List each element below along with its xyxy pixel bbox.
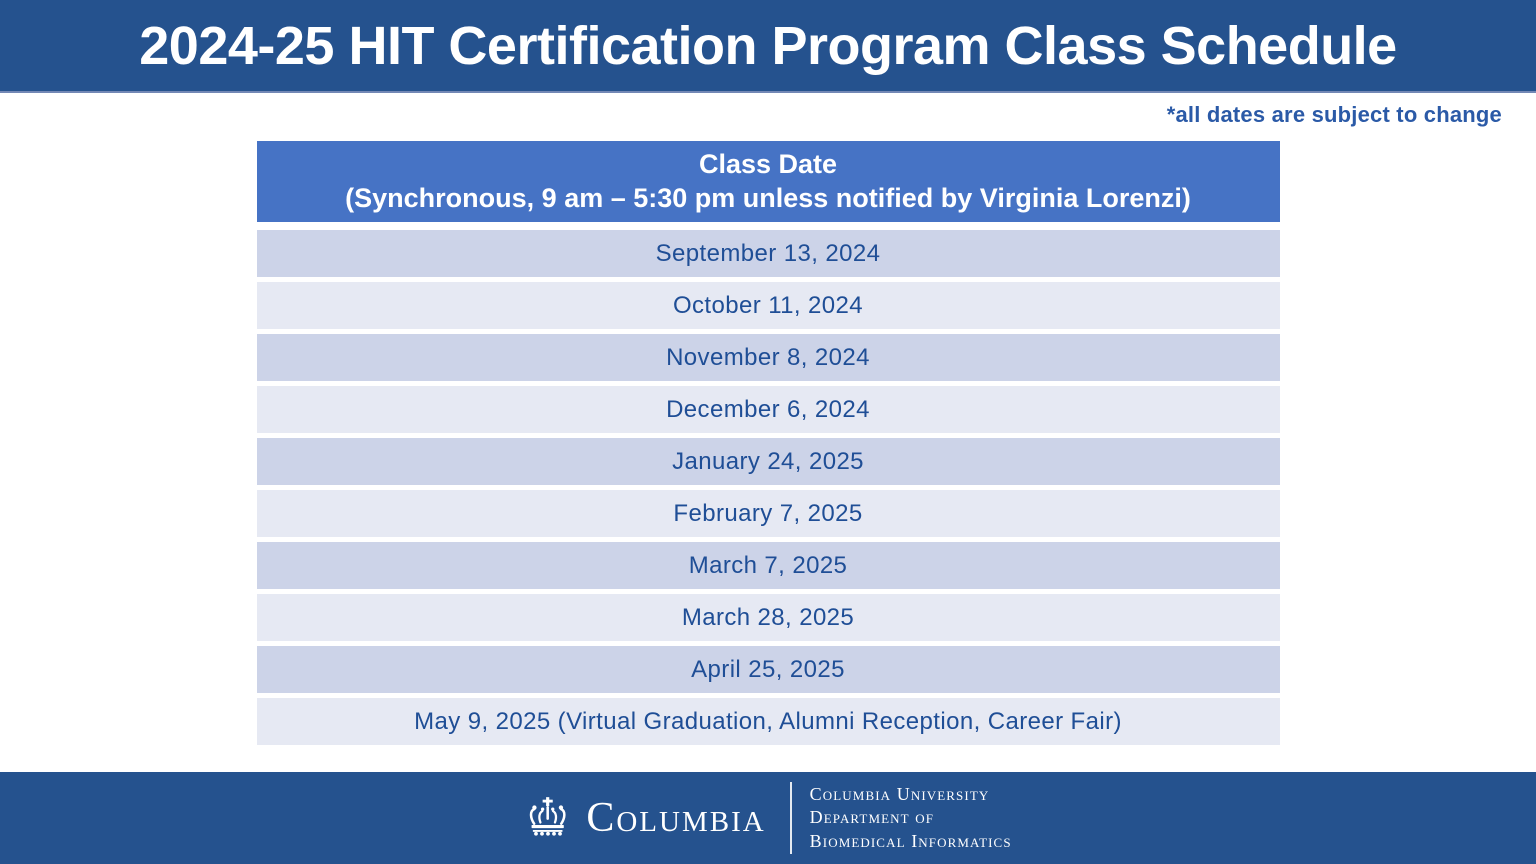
table-row: March 7, 2025 xyxy=(257,542,1280,589)
table-header xyxy=(257,141,1280,222)
columbia-brand-lockup xyxy=(524,782,1011,854)
table-row: March 28, 2025 xyxy=(257,594,1280,641)
department-line: Columbia University xyxy=(809,784,990,805)
table-row: January 24, 2025 xyxy=(257,438,1280,485)
table-header-title: Class Date xyxy=(698,149,838,179)
page-title: 2024-25 HIT Certification Program Class Schedule xyxy=(139,15,1397,76)
table-body xyxy=(257,230,1280,745)
footer-divider xyxy=(790,782,792,854)
table-row: November 8, 2024 xyxy=(257,334,1280,381)
table-row: September 13, 2024 xyxy=(257,230,1280,277)
table-row: December 6, 2024 xyxy=(257,386,1280,433)
dates-subject-to-change-note: *all dates are subject to change xyxy=(1166,102,1502,127)
table-row: April 25, 2025 xyxy=(257,646,1280,693)
department-line: Department of xyxy=(809,807,935,828)
department-lockup xyxy=(810,783,1012,852)
class-schedule-table xyxy=(257,141,1280,745)
columbia-crown-icon xyxy=(524,791,572,845)
table-row: October 11, 2024 xyxy=(257,282,1280,329)
title-banner xyxy=(0,0,1536,93)
columbia-wordmark: Columbia xyxy=(586,795,766,841)
department-line: Biomedical Informatics xyxy=(809,830,1012,851)
table-row: May 9, 2025 (Virtual Graduation, Alumni Reception, Career Fair) xyxy=(257,698,1280,745)
table-header-subtitle: (Synchronous, 9 am – 5:30 pm unless notified by Virginia Lorenzi) xyxy=(345,183,1191,213)
footer-bar xyxy=(0,772,1536,864)
table-row: February 7, 2025 xyxy=(257,490,1280,537)
